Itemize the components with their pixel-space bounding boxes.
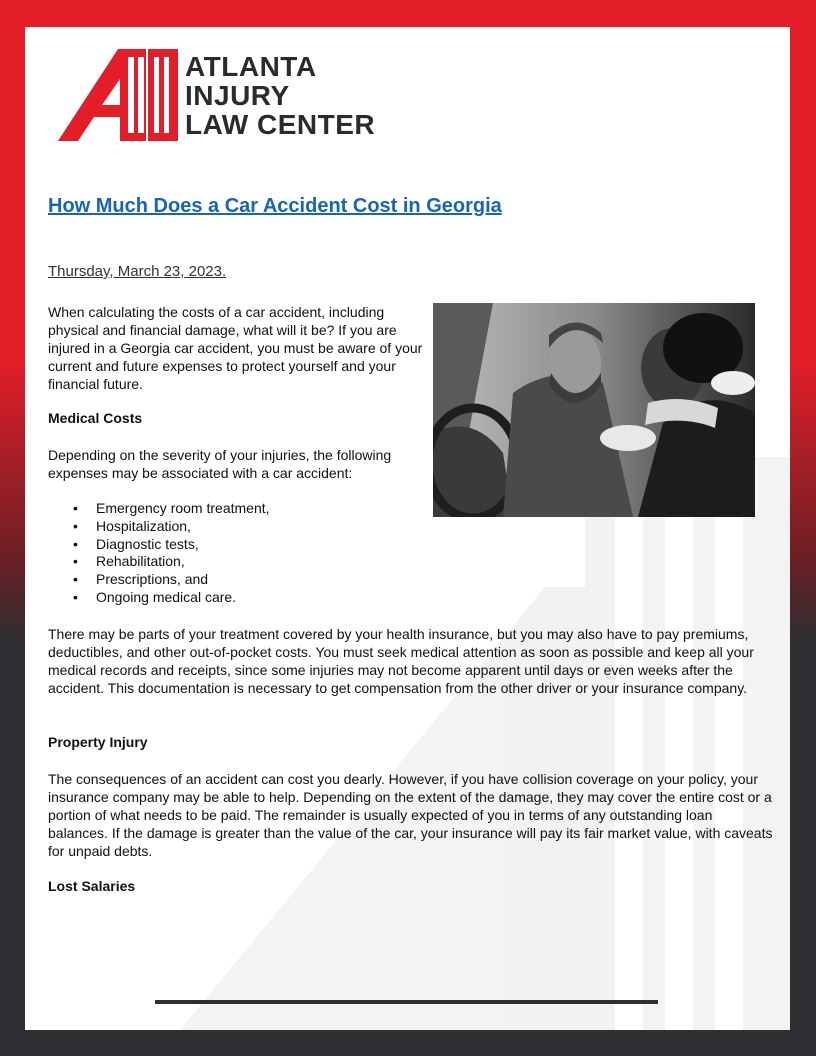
heading-property-injury: Property Injury xyxy=(48,734,148,750)
list-item: • Ongoing medical care. xyxy=(48,589,270,607)
logo-mark-icon xyxy=(58,49,183,144)
intro-paragraph: When calculating the costs of a car accident, including physical and financial damage, what will it be? If you are injured in a Georgia car accident, you must be aware of your current and future expenses to protect yourself and your financial future. xyxy=(48,304,423,392)
article-date: Thursday, March 23, 2023. xyxy=(48,263,227,280)
article-photo xyxy=(433,303,755,517)
list-item: • Hospitalization, xyxy=(48,518,270,536)
logo-wordmark xyxy=(185,52,375,139)
medical-costs-paragraph: There may be parts of your treatment covered by your health insurance, but you may also have to pay premiums, deductibles, and other out-of-pocket costs. You must seek medical attention as soon as possible and keep all your medical records and receipts, since some injuries may not become apparent until days or even weeks after the accident. This documentation is necessary to get compensation from the other driver or your insurance company. xyxy=(48,626,754,696)
list-item: • Emergency room treatment, xyxy=(48,500,270,518)
heading-lost-salaries: Lost Salaries xyxy=(48,878,136,894)
logo-line-1: ATLANTA xyxy=(185,51,317,82)
article-title-link[interactable]: How Much Does a Car Accident Cost in Georgia xyxy=(48,195,502,217)
medical-costs-lead: Depending on the severity of your injuries, the following expenses may be associated with a car accident: xyxy=(48,447,392,481)
list-item: • Diagnostic tests, xyxy=(48,536,270,554)
heading-medical-costs: Medical Costs xyxy=(48,410,143,426)
paramedic-car-photo-icon xyxy=(433,303,755,517)
list-item: • Rehabilitation, xyxy=(48,553,270,571)
list-item: • Prescriptions, and xyxy=(48,571,270,589)
logo-line-3: LAW CENTER xyxy=(185,109,376,140)
logo-line-2: INJURY xyxy=(185,80,290,111)
medical-expenses-list xyxy=(48,500,270,607)
footer-divider xyxy=(155,1000,658,1004)
document-page xyxy=(25,27,790,1030)
property-injury-paragraph: The consequences of an accident can cost you dearly. However, if you have collision coverage on your policy, your insurance company may be able to help. Depending on the extent of the damage, they may cover the entire cost or a portion of what needs to be paid. The remainder is usually expected of you in terms of any outstanding loan balances. If the damage is greater than the value of the car, your insurance will pay its fair market value, with caveats for unpaid debts. xyxy=(48,771,773,859)
